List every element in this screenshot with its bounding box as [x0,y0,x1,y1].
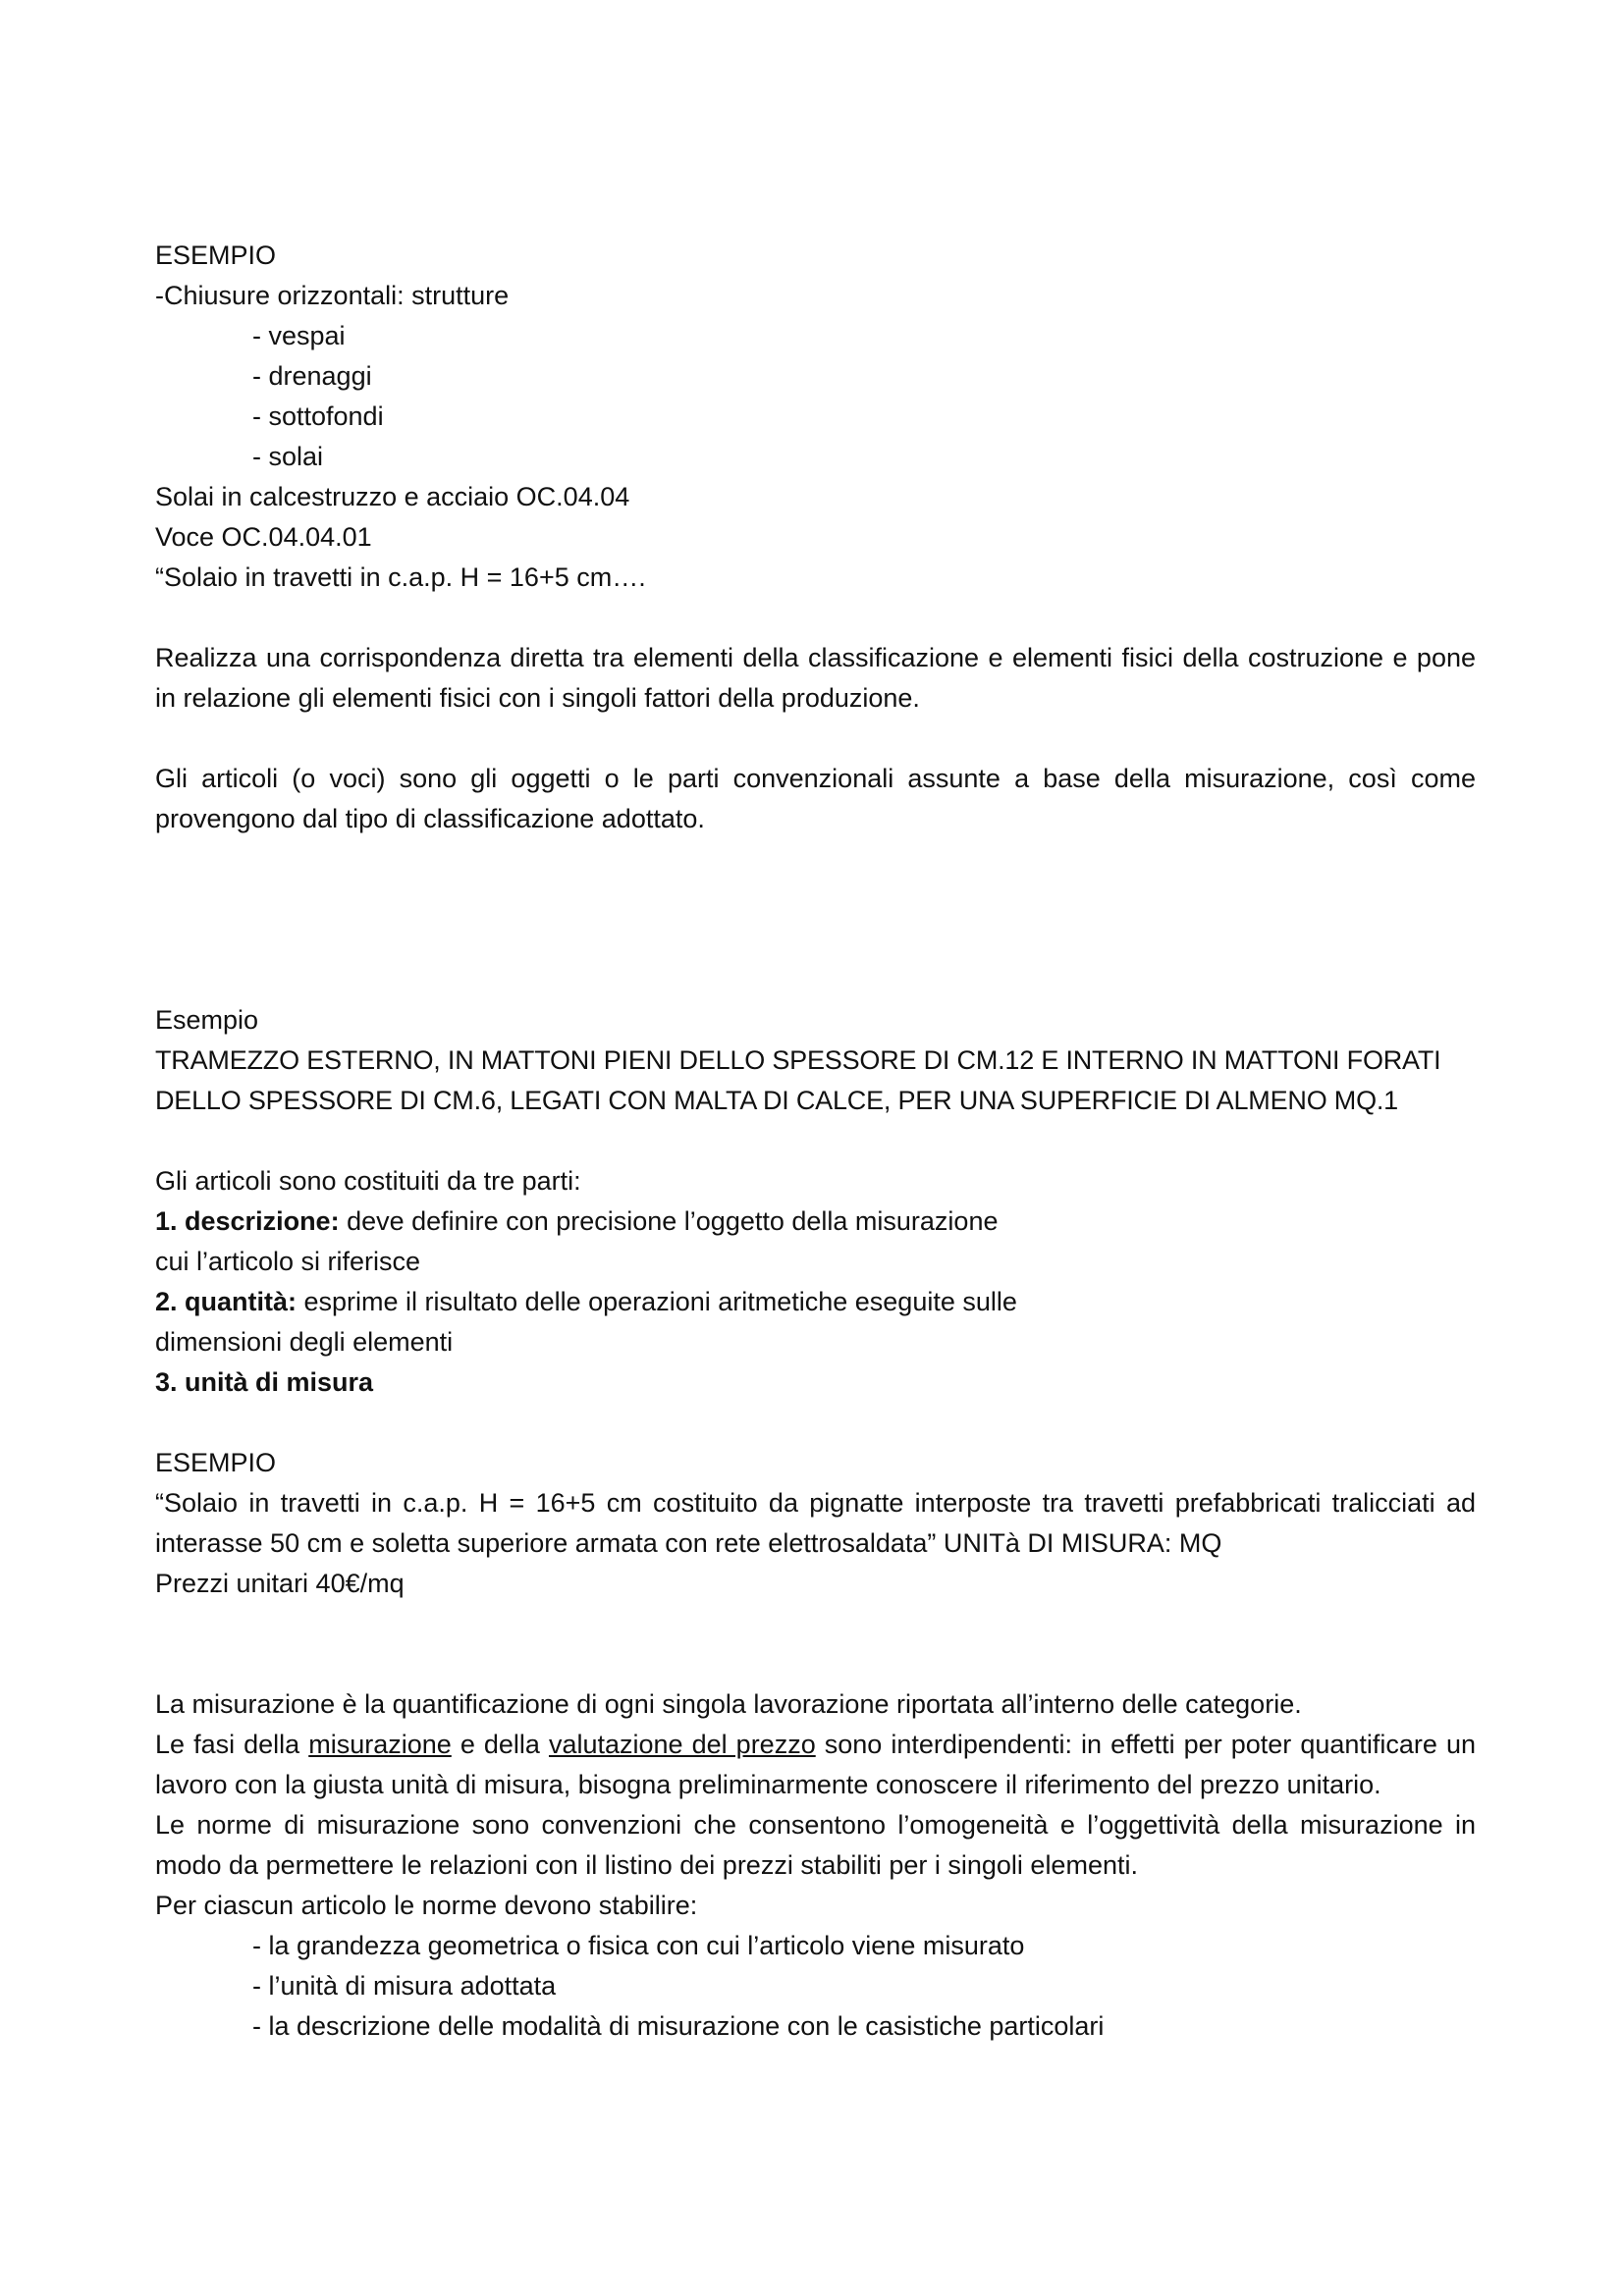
list-item: - vespai [252,321,346,350]
solaio-quote-short: “Solaio in travetti in c.a.p. H = 16+5 cm…. [155,562,646,592]
text-span: e della [451,1730,549,1759]
solaio-quote-full: “Solaio in travetti in c.a.p. H = 16+5 cm costituito da pignatte interposte tra travetti prefabbricati tralicciati ad interasse 50 cm e soletta superiore armata con rete elettrosaldata” UNITà DI MISURA: MQ [155,1488,1476,1558]
misurazione-definition: La misurazione è la quantificazione di ogni singola lavorazione riportata all’interno delle categorie. [155,1689,1302,1719]
paragraph-corrispondenza: Realizza una corrispondenza diretta tra elementi della classificazione e elementi fisici della costruzione e pone in relazione gli elementi fisici con i singoli fattori della produzione. [155,643,1476,713]
part-quantita [155,1282,1476,1322]
list-item: - l’unità di misura adottata [252,1971,557,2001]
underlined-valutazione: valutazione del prezzo [548,1730,816,1759]
per-ciascun-line: Per ciascun articolo le norme devono stabilire: [155,1891,698,1920]
text-span: sono interdipendenti: in effetti per poter quantificare un lavoro con la giusta unità di misura, bisogna preliminarmente conoscere il riferimento del prezzo unitario. [155,1730,1476,1799]
paragraph-fasi [155,1725,1476,1805]
closures-intro: -Chiusure orizzontali: strutture [155,281,510,310]
text-span: Le fasi della [155,1730,309,1759]
list-item: - la grandezza geometrica o fisica con cui l’articolo viene misurato [252,1931,1025,1960]
example-heading-1: ESEMPIO [155,240,277,270]
underlined-misurazione: misurazione [308,1730,452,1759]
paragraph-norme: Le norme di misurazione sono convenzioni che consentono l’omogeneità e l’oggettività della misurazione in modo da permettere le relazioni con il listino dei prezzi stabiliti per i singoli elementi. [155,1810,1476,1880]
list-item: - drenaggi [252,361,372,391]
example-heading-2: Esempio [155,1005,259,1035]
solai-line: Solai in calcestruzzo e acciaio OC.04.04 [155,482,630,511]
part-unita [155,1362,1476,1403]
part-label: 2. quantità: [155,1287,298,1316]
part-quantita-cont: dimensioni degli elementi [155,1327,454,1357]
paragraph-articoli: Gli articoli (o voci) sono gli oggetti o le parti convenzionali assunte a base della misurazione, così come provengono dal tipo di classificazione adottato. [155,764,1476,833]
tramezzo-caps-line-1: TRAMEZZO ESTERNO, IN MATTONI PIENI DELLO SPESSORE DI CM.12 E INTERNO IN MATTONI FORATI [155,1045,1441,1075]
parts-intro: Gli articoli sono costituiti da tre parti: [155,1166,581,1196]
document-body [155,236,1476,2047]
part-label: 1. descrizione: [155,1206,340,1236]
part-descrizione [155,1201,1476,1242]
part-label: 3. unità di misura [155,1367,374,1397]
part-descrizione-cont: cui l’articolo si riferisce [155,1247,421,1276]
part-text: esprime il risultato delle operazioni aritmetiche eseguite sulle [297,1287,1017,1316]
voce-line: Voce OC.04.04.01 [155,522,372,552]
tramezzo-caps-line-2: DELLO SPESSORE DI CM.6, LEGATI CON MALTA DI CALCE, PER UNA SUPERFICIE DI ALMENO MQ.1 [155,1086,1399,1115]
example-heading-3: ESEMPIO [155,1448,277,1477]
list-item: - solai [252,442,324,471]
list-item: - la descrizione delle modalità di misurazione con le casistiche particolari [252,2011,1105,2041]
part-text: deve definire con precisione l’oggetto della misurazione [339,1206,999,1236]
list-item: - sottofondi [252,401,384,431]
unit-price: Prezzi unitari 40€/mq [155,1569,405,1598]
